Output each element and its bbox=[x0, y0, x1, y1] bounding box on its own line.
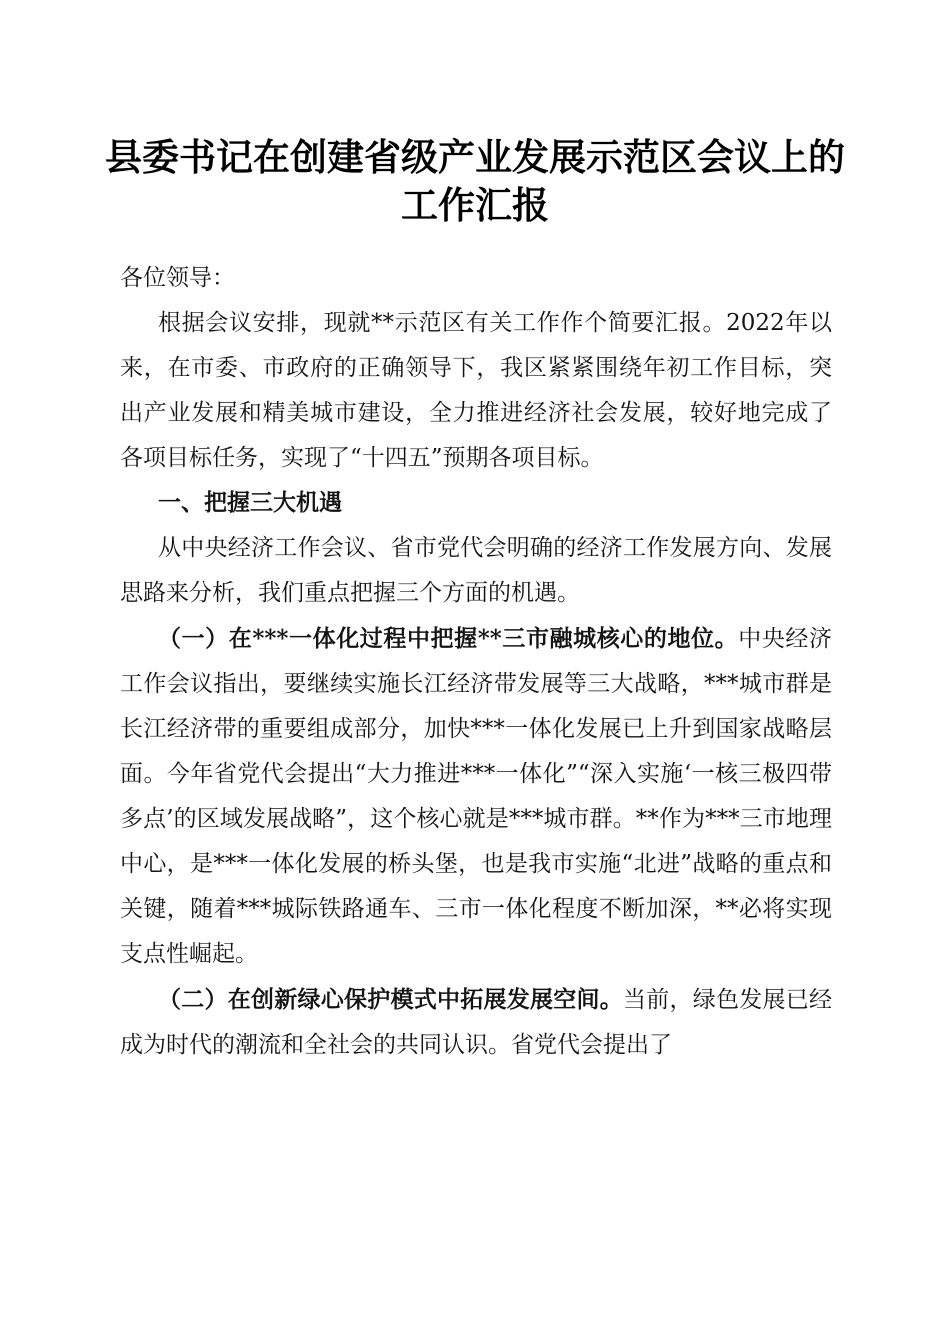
section-1-item-1-title: （一）在***一体化过程中把握**三市融城核心的地位。 bbox=[158, 625, 739, 652]
section-1-heading: 一、把握三大机遇 bbox=[158, 490, 342, 516]
section-1-item-2-title: （二）在创新绿心保护模式中拓展发展空间。 bbox=[158, 986, 623, 1013]
section-1-item-2-text: 当前，绿色发展已经成为时代的潮流和全社会的共同认识。省党代会提出了 bbox=[120, 987, 832, 1058]
salutation: 各位领导： bbox=[120, 265, 235, 291]
document-title-line-1: 县委书记在创建省级产业发展示范区会议上的 bbox=[105, 135, 845, 179]
section-1-item-1-paragraph bbox=[120, 616, 832, 977]
section-1-item-2-paragraph bbox=[120, 977, 832, 1068]
document-title-line-2: 工作汇报 bbox=[401, 183, 549, 227]
section-1-item-1-text: 中央经济工作会议指出，要继续实施长江经济带发展等三大战略，***城市群是长江经济带的重要组成部分，加快***一体化发展已上升到国家战略层面。今年省党代会提出“大力推进***一体化”“深入实施‘一核三极四带多点’的区域发展战略”，这个核心就是***城市群。**作为***三市地理中心，是***一体化发展的桥头堡，也是我市实施“北进”战略的重点和关键，随着***城际铁路通车、三市一体化程度不断加深，**必将实现支点性崛起。 bbox=[120, 626, 833, 967]
intro-paragraph: 根据会议安排，现就**示范区有关工作作个简要汇报。2022年以来，在市委、市政府的正确领导下，我区紧紧围绕年初工作目标，突出产业发展和精美城市建设，全力推进经济社会发展，较好地完成了各项目标任务，实现了“十四五”预期各项目标。 bbox=[120, 310, 832, 471]
section-1-lead-paragraph: 从中央经济工作会议、省市党代会明确的经济工作发展方向、发展思路来分析，我们重点把握三个方面的机遇。 bbox=[120, 535, 832, 606]
document-body bbox=[120, 256, 832, 1068]
